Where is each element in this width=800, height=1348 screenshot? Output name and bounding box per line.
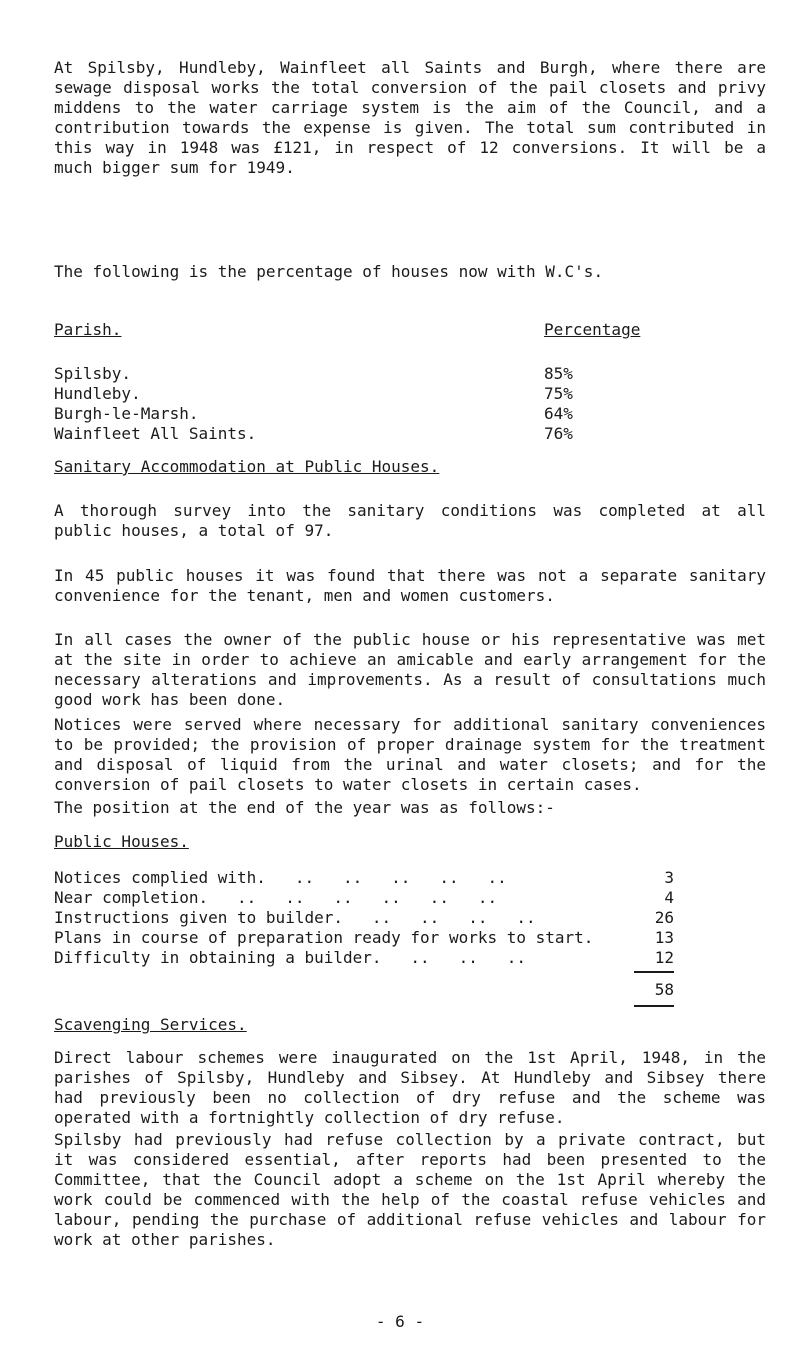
- parish-table-header: [54, 320, 714, 340]
- parish-name: Burgh-le-Marsh.: [54, 404, 199, 423]
- total-spacer: [54, 980, 634, 1000]
- list-label: Difficulty in obtaining a builder. .. .. ..: [54, 948, 527, 967]
- heading-public-houses: Public Houses.: [54, 832, 189, 851]
- percentage-header: Percentage: [544, 320, 641, 339]
- total-row: [54, 980, 674, 1000]
- list-label: Near completion. .. .. .. .. .. ..: [54, 888, 498, 907]
- para-direct-labour: Direct labour schemes were inaugurated on the 1st April, 1948, in the parishes of Spilsby, Hundleby and Sibsey. At Hundleby and Sibsey there had previously been no collection of dry refuse and the scheme was operated with a fortnightly collection of dry refuse.: [54, 1048, 766, 1127]
- list-label: Plans in course of preparation ready for works to start.: [54, 928, 594, 947]
- para-45-houses: In 45 public houses it was found that there was not a separate sanitary convenience for the tenant, men and women customers.: [54, 566, 766, 605]
- para-owner: In all cases the owner of the public house or his representative was met at the site in order to achieve an amicable and early arrangement for the necessary alterations and improvements. As a result of consultations much good work has been done.: [54, 630, 766, 709]
- parish-row: [54, 424, 714, 444]
- public-houses-list: [54, 868, 674, 968]
- para-survey: A thorough survey into the sanitary conditions was completed at all public houses, a total of 97.: [54, 501, 766, 540]
- list-value: 26: [654, 908, 674, 927]
- list-value: 4: [664, 888, 674, 907]
- parish-percentage: 64%: [544, 404, 573, 423]
- parish-name: Hundleby.: [54, 384, 141, 403]
- list-item: [54, 868, 674, 888]
- public-houses-total: [54, 980, 674, 1000]
- list-item: [54, 928, 674, 948]
- total-rule-top: [634, 971, 674, 973]
- para-notices: Notices were served where necessary for additional sanitary conveniences to be provided; the provision of proper drainage system for the treatment and disposal of liquid from the urinal and water closets; and for the conversion of pail closets to water closets in certain cases.: [54, 715, 766, 794]
- parish-percentage-table: [54, 320, 714, 444]
- intro-paragraph: At Spilsby, Hundleby, Wainfleet all Saints and Burgh, where there are sewage disposal works the total conversion of the pail closets and privy middens to the water carriage system is the aim of the Council, and a contribution towards the expense is given. The total sum contributed in this way in 1948 was £121, in respect of 12 conversions. It will be a much bigger sum for 1949.: [54, 58, 766, 177]
- parish-row: [54, 404, 714, 424]
- para-spilsby: Spilsby had previously had refuse collection by a private contract, but it was considered essential, after reports had been presented to the Committee, that the Council adopt a scheme on the 1st April whereby the work could be commenced with the help of the coastal refuse vehicles and labour, pending the purchase of additional refuse vehicles and labour for work at other parishes.: [54, 1130, 766, 1249]
- parish-percentage: 85%: [544, 364, 573, 383]
- total-value: 58: [654, 980, 674, 999]
- list-item: [54, 908, 674, 928]
- wc-intro: The following is the percentage of houses now with W.C's.: [54, 262, 604, 281]
- parish-percentage: 76%: [544, 424, 573, 443]
- parish-name: Wainfleet All Saints.: [54, 424, 257, 443]
- total-rule-bottom: [634, 1005, 674, 1007]
- list-value: 3: [664, 868, 674, 887]
- parish-header: Parish.: [54, 320, 122, 339]
- list-label: Instructions given to builder. .. .. .. ..: [54, 908, 536, 927]
- list-item: [54, 948, 674, 968]
- parish-row: [54, 384, 714, 404]
- heading-sanitary-accommodation: Sanitary Accommodation at Public Houses.: [54, 457, 440, 476]
- para-position: The position at the end of the year was as follows:-: [54, 798, 555, 817]
- parish-name: Spilsby.: [54, 364, 132, 383]
- parish-row: [54, 364, 714, 384]
- list-item: [54, 888, 674, 908]
- heading-scavenging: Scavenging Services.: [54, 1015, 247, 1034]
- page-number: - 6 -: [375, 1312, 425, 1331]
- list-value: 13: [654, 928, 674, 947]
- list-value: 12: [654, 948, 674, 967]
- parish-percentage: 75%: [544, 384, 573, 403]
- list-label: Notices complied with. .. .. .. .. ..: [54, 868, 507, 887]
